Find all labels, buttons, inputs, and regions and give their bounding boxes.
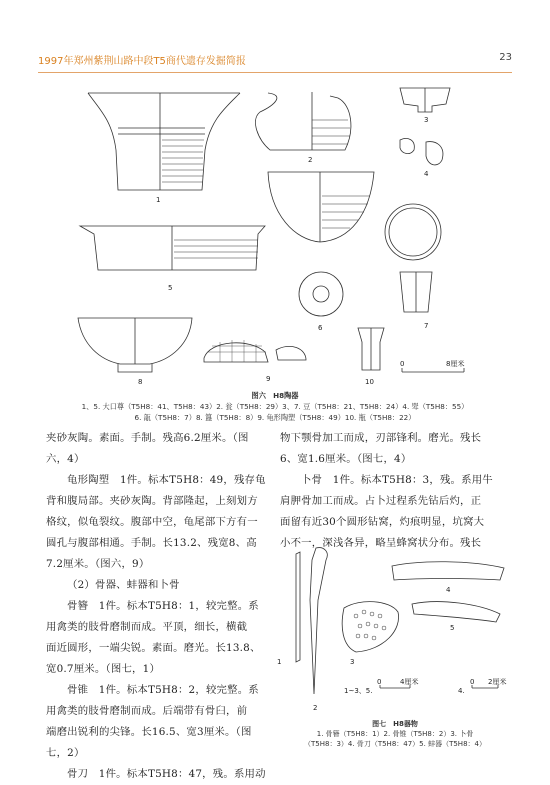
body-line: 卜骨 1件。标本T5H8：3，残。系用牛	[301, 474, 493, 486]
body-line: 骨簪 1件。标本T5H8：1，较完整。系	[67, 600, 259, 612]
bone-awl-drawing	[310, 548, 327, 694]
body-line: 面留有近30个圆形钻窝，灼痕明显，坑窝大	[280, 516, 485, 528]
body-line: 骨锥 1件。标本T5H8：2，较完整。系	[67, 684, 259, 696]
fig6-label-5: 5	[168, 284, 173, 292]
body-line: 背和腹局部。夹砂灰陶。背部隆起，上刻划方	[46, 495, 258, 507]
fig6-scale-end: 8厘米	[446, 360, 465, 368]
fig7-scale-b-start: 0	[470, 678, 475, 686]
fig6-label-2: 2	[308, 156, 313, 164]
fig7-scale-b-end: 2厘米	[488, 678, 507, 686]
body-line: 圆孔与腹部相通。手制。长13.2、残宽8、高	[46, 537, 257, 549]
fig6-label-1: 1	[156, 196, 161, 204]
fig6-label-6: 6	[318, 324, 323, 332]
body-line: 格纹，似龟裂纹。腹部中空，龟尾部下方有一	[46, 516, 258, 528]
body-line: 用禽类的肢骨磨制而成。平顶，细长，横截	[46, 621, 248, 633]
fig6-label-8: 8	[138, 378, 143, 386]
body-line: 用禽类的肢骨磨制而成。后端带有骨臼，前	[46, 705, 248, 717]
figure-6-caption-line-2: 6. 瓿（T5H8：7）8. 簋（T5H8：8）9. 龟形陶塑（T5H8：49）10. 瓶（T5H8：22）	[134, 413, 416, 422]
page-number: 23	[499, 52, 512, 63]
body-line: 物下颚骨加工而成，刃部锋利。磨光。残长	[280, 432, 482, 444]
figure-7-caption-line-1: 1. 骨簪（T5H8：1）2. 骨锥（T5H8：2）3. 卜骨	[316, 730, 474, 738]
fig7-label-5: 5	[450, 624, 455, 632]
fig6-label-7: 7	[424, 322, 429, 330]
body-line: 夹砂灰陶。素面。手制。残高6.2厘米。（图	[46, 432, 249, 444]
body-line: 六，4）	[46, 453, 85, 465]
figure-6-title: 图六 H8陶器	[251, 391, 299, 400]
fig6-scale-start: 0	[400, 360, 405, 368]
fig7-label-3: 3	[350, 658, 355, 666]
body-line: 小不一，深浅各异，略呈蜂窝状分布。残长	[280, 537, 482, 549]
fig6-label-4: 4	[424, 170, 429, 178]
body-line: 面近圆形，一端尖锐。素面。磨光。长13.8、	[46, 642, 261, 654]
fig7-label-2: 2	[313, 704, 318, 712]
fig7-label-4: 4	[446, 586, 451, 594]
body-line: 端磨出锐利的尖锋。长16.5、宽3厘米。（图	[46, 726, 252, 738]
figure-7-caption	[276, 719, 514, 749]
body-line: 七，2）	[46, 747, 85, 759]
fig6-label-3: 3	[424, 116, 429, 124]
fig7-scale-a-end: 4厘米	[400, 678, 419, 686]
fig6-label-10: 10	[365, 378, 374, 386]
body-line: 骨刀 1件。标本T5H8：47，残。系用动	[67, 768, 266, 780]
fig6-label-9: 9	[266, 375, 271, 383]
fig7-scale-a-start: 0	[377, 678, 382, 686]
figure-7-caption-line-2: （T5H8：3）4. 骨刀（T5H8：47）5. 蚌器（T5H8：4）	[304, 740, 486, 748]
oracle-bone-drawing	[342, 602, 398, 652]
section-heading: （2）骨器、蚌器和卜骨	[67, 579, 180, 591]
fig7-scale-a-group: 1~3、5.	[344, 687, 373, 695]
body-line: 7.2厘米。（图六，9）	[46, 558, 150, 570]
bone-knife-drawing	[392, 562, 504, 580]
body-line: 肩胛骨加工而成。占卜过程系先钻后灼，正	[280, 495, 482, 507]
figure-6-caption-line-1: 1、5. 大口尊（T5H8：41、T5H8：43）2. 瓮（T5H8：29）3、7. 豆（T5H8：21、T5H8：24）4. 斝（T5H8：55）	[81, 402, 469, 411]
body-line: 6、宽1.6厘米。（图七，4）	[280, 453, 412, 465]
body-line: 龟形陶塑 1件。标本T5H8：49，残存龟	[67, 474, 266, 486]
bone-hairpin-drawing	[296, 552, 300, 662]
figure-7-title: 图七 H8器物	[372, 720, 418, 728]
journal-article-title: 1997年郑州紫荆山路中段T5商代遗存发掘简报	[38, 56, 246, 67]
body-line: 宽0.7厘米。（图七，1）	[46, 663, 161, 675]
fig7-scale-b-group: 4.	[458, 687, 465, 695]
shell-tool-drawing	[412, 602, 500, 622]
fig7-label-1: 1	[277, 658, 282, 666]
